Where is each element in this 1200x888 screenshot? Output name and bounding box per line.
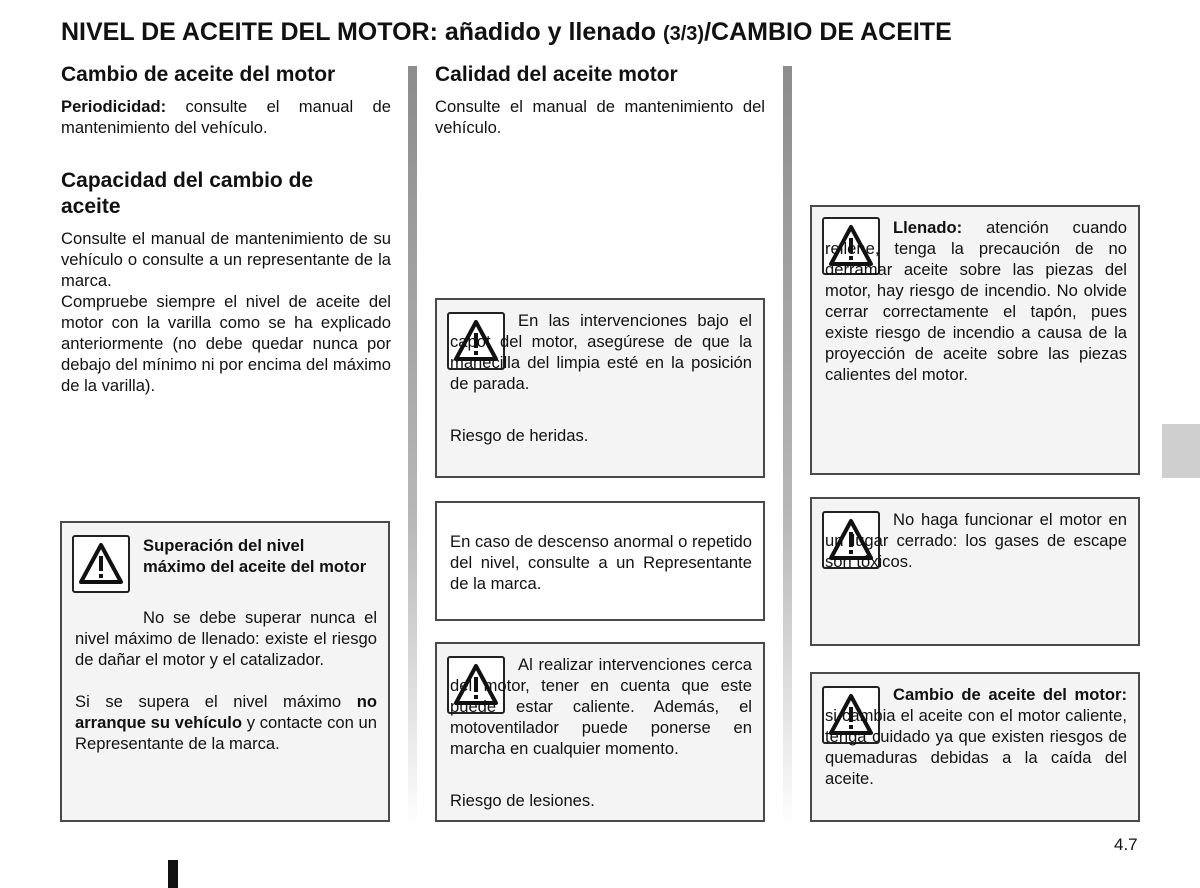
periodicidad-paragraph [61, 96, 391, 138]
heading-capacidad: Capacidad del cambio de aceite [61, 169, 314, 218]
warning-p2-bold: no arranque su vehículo [75, 692, 377, 732]
capot-risk: Riesgo de heridas. [450, 426, 589, 445]
motor-caliente-paragraph: Al realizar intervenciones cerca del motor, tener en cuenta que este puede estar caliente. Además, el motoventilador puede ponerse en marcha en cualquier momento. [450, 655, 752, 758]
cambio-caliente-text: si cambia el aceite con el motor caliente, tenga cuidado ya que existen riesgos de quemaduras debidas a la caída del aceite. [825, 706, 1127, 788]
warning-box-cambio-caliente [810, 672, 1140, 822]
warning-triangle-icon [72, 535, 130, 593]
cambio-caliente-label: Cambio de aceite del motor: [893, 685, 1127, 704]
warning-box-capot [435, 298, 765, 478]
page-number: 4.7 [1114, 835, 1138, 854]
warning-paragraph-1: No se debe superar nunca el nivel máximo de llenado: existe el riesgo de dañar el motor y el catalizador. [75, 608, 377, 669]
bottom-crop-mark [168, 860, 178, 888]
llenado-paragraph [825, 217, 1127, 385]
side-tab-marker [1162, 424, 1200, 478]
compruebe-paragraph: Compruebe siempre el nivel de aceite del motor con la varilla como se ha explicado anteriormente (no debe quedar nunca por debajo del mínimo ni por encima del máximo de la varilla). [61, 292, 391, 395]
warning-box-motor-caliente [435, 642, 765, 822]
heading-calidad: Calidad del aceite motor [435, 63, 678, 86]
column-separator-left [408, 66, 417, 828]
calidad-paragraph: Consulte el manual de mantenimiento del vehículo. [435, 97, 765, 137]
heading-cambio-aceite: Cambio de aceite del motor [61, 63, 336, 86]
title-rest: /CAMBIO DE ACEITE [704, 18, 952, 46]
info-box-descenso [435, 501, 765, 621]
capot-paragraph: En las intervenciones bajo el capot del motor, asegúrese de que la manecilla del limpia esté en la posición de parada. [450, 311, 752, 393]
llenado-label: Llenado: [893, 218, 963, 237]
periodicidad-text: consulte el manual de mantenimiento del vehículo. [61, 97, 391, 137]
periodicidad-label: Periodicidad: [61, 97, 167, 116]
column-separator-right [783, 66, 792, 828]
llenado-text: atención cuando rellene, tenga la precaución de no derramar aceite sobre las piezas del motor, hay riesgo de incendio. No olvide cerrar correctamente el tapón, pues existe riesgo de incendio a causa de la proyección de aceite sobre las piezas calientes del motor. [825, 218, 1127, 384]
warning-paragraph-2 [75, 691, 377, 754]
capacidad-paragraph: Consulte el manual de mantenimiento de su vehículo o consulte a un representante de la marca. [61, 229, 391, 290]
warning-p2-a: Si se supera el nivel máximo [75, 692, 357, 711]
warning-box-llenado [810, 205, 1140, 475]
warning-box-escape [810, 497, 1140, 646]
warning-p2-c: y contacte con un Representante de la marca. [75, 713, 377, 753]
motor-caliente-risk: Riesgo de lesiones. [450, 791, 595, 810]
cambio-caliente-paragraph [825, 684, 1127, 789]
title-main: NIVEL DE ACEITE DEL MOTOR: añadido y llenado [61, 18, 663, 46]
title-pages: (3/3) [662, 23, 705, 45]
page-title [61, 18, 952, 47]
escape-paragraph: No haga funcionar el motor en un lugar cerrado: los gases de escape son tóxicos. [825, 510, 1127, 571]
warning-title: Superación del nivel máximo del aceite del motor [143, 536, 367, 576]
descenso-paragraph: En caso de descenso anormal o repetido del nivel, consulte a un Representante de la marca. [450, 532, 752, 593]
warning-box-nivel-maximo [60, 521, 390, 822]
